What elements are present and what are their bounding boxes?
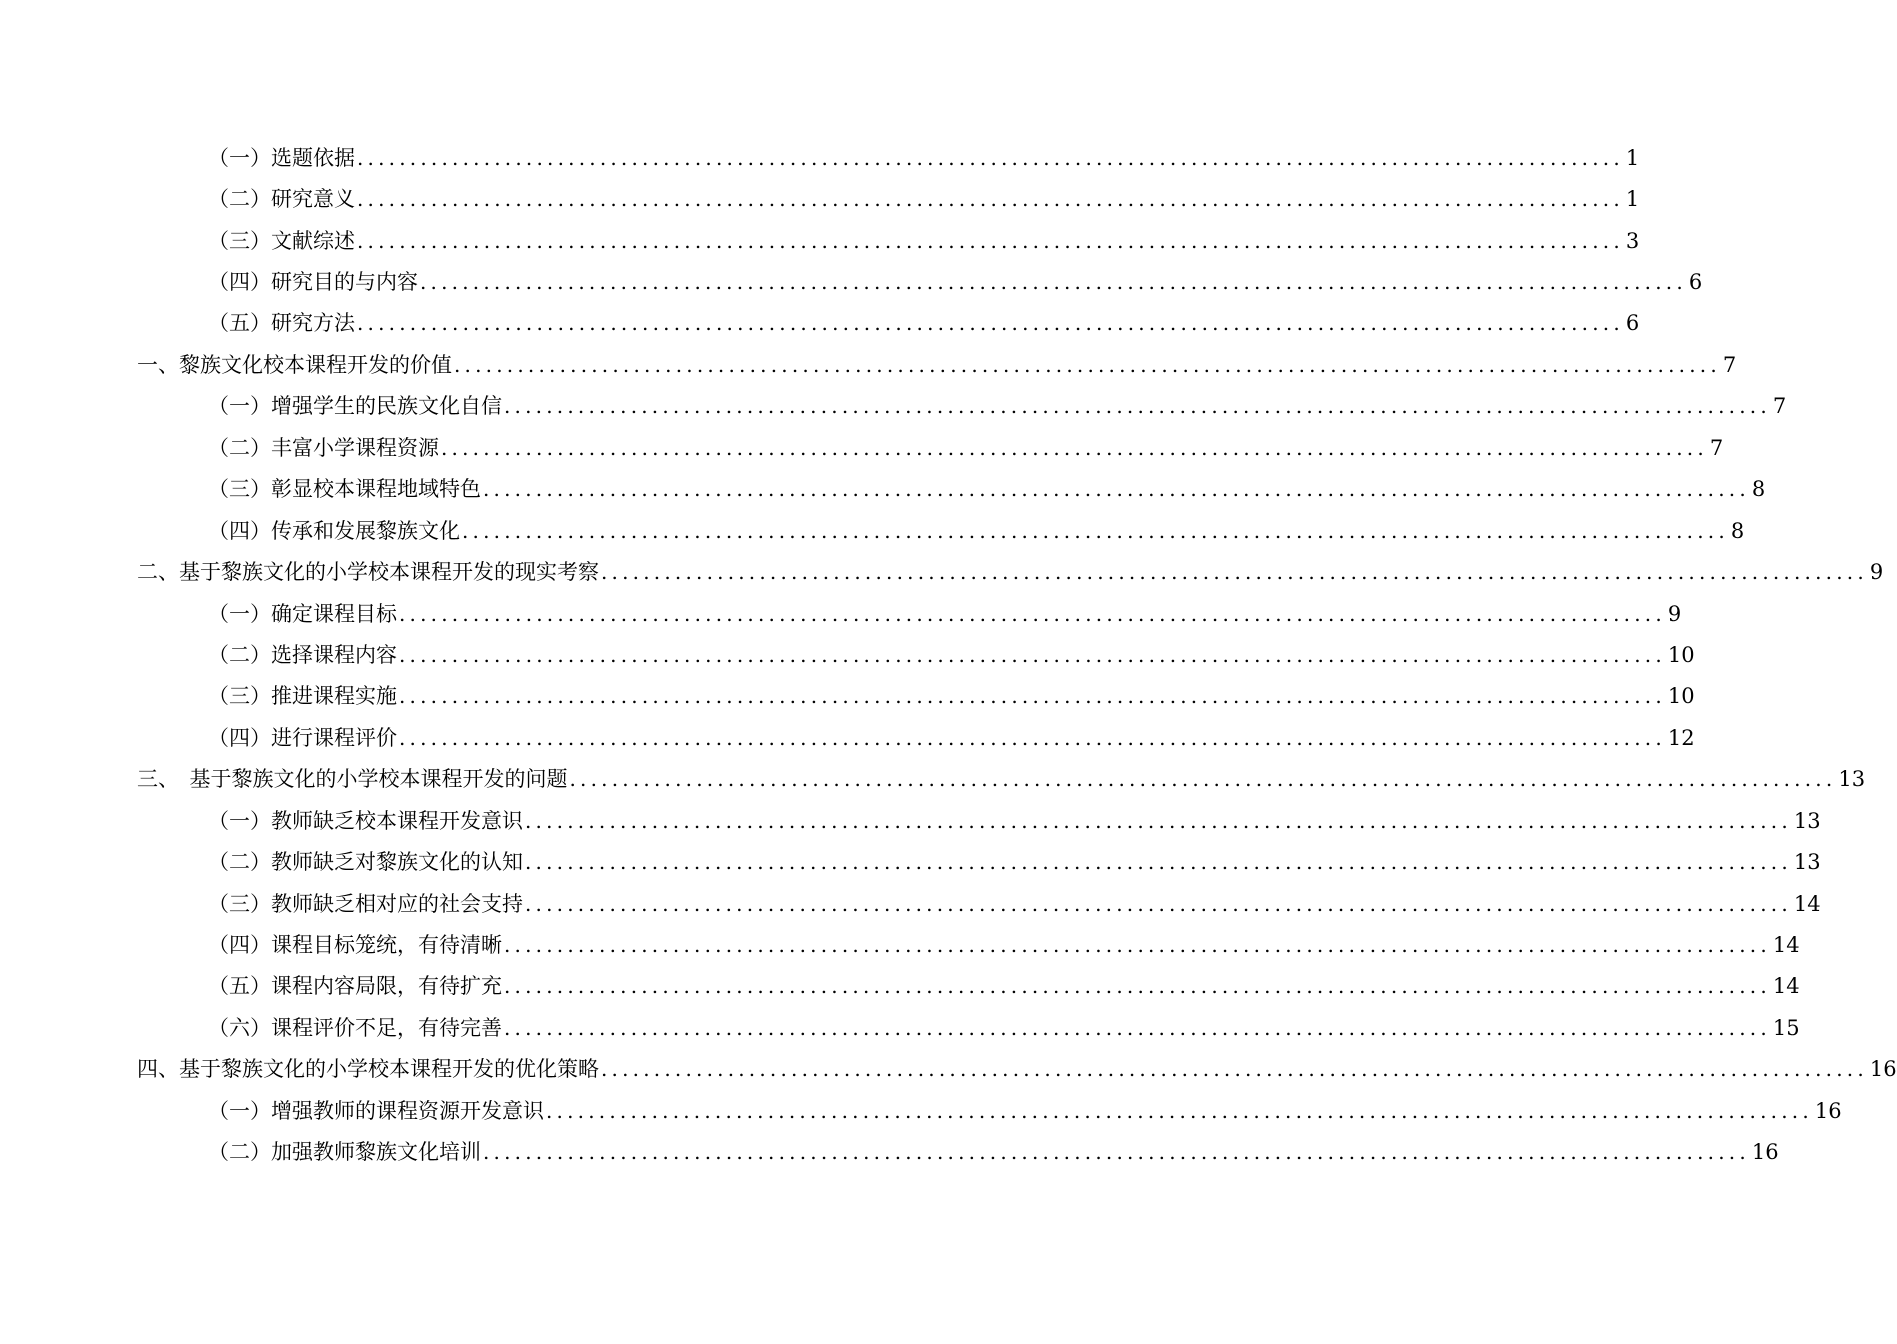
toc-entry-page-number: 7 <box>1772 394 1787 419</box>
toc-entry-page-number: 12 <box>1667 725 1695 750</box>
toc-entry[interactable] <box>0 1090 1842 1131</box>
toc-entry-title: （二）研究意义 <box>208 187 355 212</box>
toc-entry[interactable] <box>0 1132 1779 1173</box>
toc-entry[interactable] <box>0 883 1821 924</box>
toc-entry-page-number: 8 <box>1730 518 1745 543</box>
toc-dot-leader: ........................................................................................................................ <box>546 1098 1813 1123</box>
toc-entry-title: （二）加强教师黎族文化培训 <box>208 1140 481 1165</box>
toc-entry-page-number: 15 <box>1772 1015 1800 1040</box>
toc-entry-page-number: 1 <box>1625 187 1640 212</box>
toc-dot-leader: ........................................................................................................................ <box>399 601 1666 626</box>
toc-entry[interactable] <box>0 386 1787 427</box>
toc-dot-leader: ........................................................................................................................ <box>569 767 1837 792</box>
toc-dot-leader: ........................................................................................................................ <box>357 187 1624 212</box>
toc-dot-leader: ........................................................................................................................ <box>357 228 1624 253</box>
toc-entry[interactable] <box>0 510 1745 551</box>
toc-entry[interactable] <box>0 261 1703 302</box>
toc-dot-leader: ........................................................................................................................ <box>504 394 1771 419</box>
toc-entry-title: （一）教师缺乏校本课程开发意识 <box>208 808 523 833</box>
toc-dot-leader: ........................................................................................................................ <box>601 1057 1868 1082</box>
toc-entry-page-number: 8 <box>1751 477 1766 502</box>
toc-entry-page-number: 16 <box>1869 1057 1897 1082</box>
toc-entry-title: （四）传承和发展黎族文化 <box>208 518 460 543</box>
toc-entry[interactable] <box>0 841 1821 882</box>
toc-entry-title: （一）确定课程目标 <box>208 601 397 626</box>
toc-entry-page-number: 9 <box>1667 601 1682 626</box>
toc-dot-leader: ........................................................................................................................ <box>483 1140 1750 1165</box>
toc-dot-leader: ........................................................................................................................ <box>399 684 1666 709</box>
toc-dot-leader: ........................................................................................................................ <box>504 1015 1771 1040</box>
toc-entry-page-number: 13 <box>1793 850 1821 875</box>
toc-dot-leader: ........................................................................................................................ <box>483 477 1750 502</box>
toc-entry[interactable] <box>0 717 1695 758</box>
toc-entry[interactable] <box>0 593 1682 634</box>
toc-entry-title: （六）课程评价不足，有待完善 <box>208 1015 502 1040</box>
toc-entry-page-number: 3 <box>1625 228 1640 253</box>
toc-entry-title: （四）课程目标笼统，有待清晰 <box>208 933 502 958</box>
toc-entry[interactable] <box>0 759 1866 800</box>
toc-entry-page-number: 6 <box>1625 311 1640 336</box>
toc-entry[interactable] <box>0 178 1640 219</box>
toc-entry[interactable] <box>0 1007 1800 1048</box>
toc-entry-page-number: 7 <box>1709 435 1724 460</box>
toc-entry-page-number: 14 <box>1772 974 1800 999</box>
toc-dot-leader: ........................................................................................................................ <box>399 642 1666 667</box>
toc-entry-page-number: 10 <box>1667 642 1695 667</box>
toc-entry-title: 二、基于黎族文化的小学校本课程开发的现实考察 <box>137 560 599 585</box>
toc-entry[interactable] <box>0 966 1800 1007</box>
toc-dot-leader: ........................................................................................................................ <box>462 518 1729 543</box>
toc-entry-title: 三、 基于黎族文化的小学校本课程开发的问题 <box>137 767 568 792</box>
toc-entry-title: 四、基于黎族文化的小学校本课程开发的优化策略 <box>137 1057 599 1082</box>
toc-entry[interactable] <box>0 1049 1897 1090</box>
toc-dot-leader: ........................................................................................................................ <box>420 270 1687 295</box>
toc-dot-leader: ........................................................................................................................ <box>454 352 1721 377</box>
toc-entry-title: （三）文献综述 <box>208 228 355 253</box>
toc-entry-title: （一）增强学生的民族文化自信 <box>208 394 502 419</box>
toc-dot-leader: ........................................................................................................................ <box>525 808 1792 833</box>
toc-dot-leader: ........................................................................................................................ <box>525 850 1792 875</box>
toc-entry-title: （二）教师缺乏对黎族文化的认知 <box>208 850 523 875</box>
toc-dot-leader: ........................................................................................................................ <box>357 311 1624 336</box>
table-of-contents <box>0 137 1897 1173</box>
toc-entry[interactable] <box>0 137 1640 178</box>
toc-entry-title: （五）研究方法 <box>208 311 355 336</box>
toc-entry-page-number: 6 <box>1688 270 1703 295</box>
toc-entry-title: （二）丰富小学课程资源 <box>208 435 439 460</box>
toc-entry[interactable] <box>0 469 1766 510</box>
toc-entry-title: （二）选择课程内容 <box>208 642 397 667</box>
toc-entry-page-number: 13 <box>1838 767 1866 792</box>
toc-entry[interactable] <box>0 676 1695 717</box>
toc-entry-page-number: 13 <box>1793 808 1821 833</box>
toc-dot-leader: ........................................................................................................................ <box>504 974 1771 999</box>
toc-entry[interactable] <box>0 924 1800 965</box>
toc-entry[interactable] <box>0 220 1640 261</box>
toc-entry-title: 一、黎族文化校本课程开发的价值 <box>137 352 452 377</box>
toc-entry-page-number: 10 <box>1667 684 1695 709</box>
toc-entry[interactable] <box>0 551 1884 592</box>
toc-entry[interactable] <box>0 303 1640 344</box>
toc-entry[interactable] <box>0 634 1695 675</box>
toc-dot-leader: ........................................................................................................................ <box>399 725 1666 750</box>
toc-dot-leader: ........................................................................................................................ <box>601 560 1868 585</box>
toc-entry-page-number: 16 <box>1814 1098 1842 1123</box>
toc-entry-title: （三）教师缺乏相对应的社会支持 <box>208 891 523 916</box>
toc-entry[interactable] <box>0 344 1737 385</box>
toc-entry-title: （四）进行课程评价 <box>208 725 397 750</box>
toc-entry-title: （三）推进课程实施 <box>208 684 397 709</box>
toc-entry-title: （四）研究目的与内容 <box>208 270 418 295</box>
toc-dot-leader: ........................................................................................................................ <box>504 933 1771 958</box>
toc-entry[interactable] <box>0 427 1724 468</box>
toc-dot-leader: ........................................................................................................................ <box>525 891 1792 916</box>
toc-entry-page-number: 16 <box>1751 1140 1779 1165</box>
toc-entry-title: （三）彰显校本课程地域特色 <box>208 477 481 502</box>
toc-entry-page-number: 7 <box>1722 352 1737 377</box>
toc-entry-title: （一）选题依据 <box>208 145 355 170</box>
toc-dot-leader: ........................................................................................................................ <box>441 435 1708 460</box>
toc-entry-title: （一）增强教师的课程资源开发意识 <box>208 1098 544 1123</box>
toc-entry-title: （五）课程内容局限，有待扩充 <box>208 974 502 999</box>
toc-entry[interactable] <box>0 800 1821 841</box>
toc-entry-page-number: 14 <box>1793 891 1821 916</box>
toc-dot-leader: ........................................................................................................................ <box>357 145 1624 170</box>
toc-entry-page-number: 9 <box>1869 560 1884 585</box>
toc-entry-page-number: 1 <box>1625 145 1640 170</box>
toc-entry-page-number: 14 <box>1772 933 1800 958</box>
